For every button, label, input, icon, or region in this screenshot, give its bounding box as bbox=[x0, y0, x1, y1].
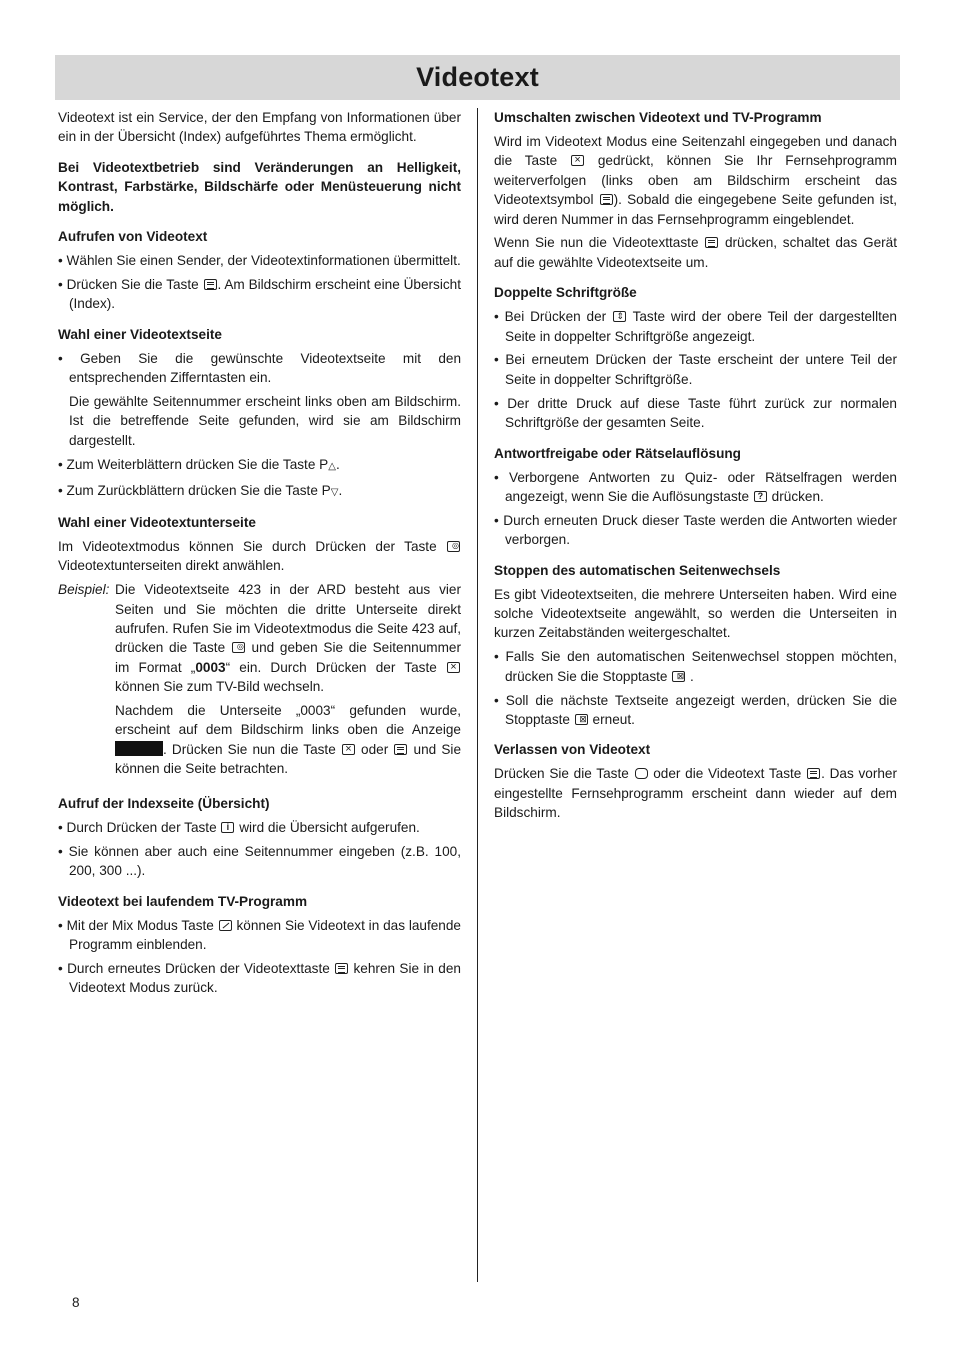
tv-key-icon bbox=[635, 768, 648, 779]
teletext-key-icon bbox=[204, 279, 217, 290]
heading-schriftgroesse: Doppelte Schriftgröße bbox=[494, 285, 637, 301]
list-item: • Mit der Mix Modus Taste können Sie Videotext in das laufende Programm einblenden. bbox=[58, 917, 461, 953]
list-item: • Durch erneuten Druck dieser Taste werden die Antworten wieder verborgen. bbox=[494, 512, 897, 548]
list-item: • Der dritte Druck auf diese Taste führt zurück zur normalen Schriftgröße der gesamten Seite. bbox=[494, 395, 897, 431]
right-column bbox=[494, 108, 897, 827]
heading-wahl-seite: Wahl einer Videotextseite bbox=[58, 326, 222, 342]
left-column bbox=[58, 108, 461, 1002]
page-title: Videotext bbox=[416, 62, 539, 92]
example-paragraph: Die Videotextseite 423 in der ARD besteht aus vier Seiten und Sie möchten die dritte Unterseite direkt aufrufen. Rufen Sie im Videotextmodus die Seite 423 auf, drücken die Taste ◎ und geben Sie die Seitennummer im Format „0003“ ein. Durch Drücken der Taste × können Sie zum TV-Bild wechseln. bbox=[115, 580, 461, 696]
list-item: • Bei erneutem Drücken der Taste erscheint der untere Teil der Seite in doppelter Schriftgröße. bbox=[494, 352, 897, 387]
list-item: • Verborgene Antworten zu Quiz- oder Rätselfragen werden angezeigt, wenn Sie die Auflösungstaste ? drücken. bbox=[494, 468, 897, 507]
list-item: • Soll die nächste Textseite angezeigt werden, drücken Sie die Stopptaste ⊠ erneut. bbox=[494, 691, 897, 730]
intro-paragraph: Videotext ist ein Service, der den Empfang von Informationen über ein in der Übersicht (Index) aufgeführtes Thema ermöglicht. bbox=[58, 110, 461, 145]
display-indicator-block bbox=[115, 741, 163, 756]
list-item: • Durch Drücken der Taste i wird die Übersicht aufgerufen. bbox=[58, 818, 461, 837]
warning-paragraph: Bei Videotextbetrieb sind Veränderungen an Helligkeit, Kontrast, Farbstärke, Bildschärfe oder Menüsteuerung nicht möglich. bbox=[58, 159, 461, 214]
switch-paragraph: Wird im Videotext Modus eine Seitenzahl eingegeben und danach die Taste × gedrückt, können Sie Ihr Fernsehprogramm weiterverfolgen (links oben am Bildschirm erscheint das Videotextsymbol ). Sobald die eingegebene Seite gefunden ist, wird deren Nummer in das Fernsehprogramm eingeblendet. bbox=[494, 132, 897, 229]
mix-key-icon bbox=[219, 920, 232, 931]
heading-stoppen: Stoppen des automatischen Seitenwechsels bbox=[494, 562, 781, 578]
stop-paragraph: Es gibt Videotextseiten, die mehrere Unterseiten haben. Wird eine solche Videotextseite angewählt, so werden die Unterseiten in kurzen Zeitabständen weitergeschaltet. bbox=[494, 586, 897, 641]
list-item: • Geben Sie die gewünschte Videotextseite mit den entsprechenden Zifferntasten ein. bbox=[58, 350, 461, 385]
list-item: • Zum Zurückblättern drücken Sie die Taste P▽. bbox=[58, 482, 343, 498]
stop-key-icon bbox=[672, 671, 685, 682]
cancel-key-icon bbox=[447, 662, 460, 673]
heading-wahl-unterseite: Wahl einer Videotextunterseite bbox=[58, 514, 256, 530]
index-key-icon bbox=[221, 822, 234, 833]
page-up-icon: △ bbox=[328, 460, 336, 472]
heading-indexseite: Aufruf der Indexseite (Übersicht) bbox=[58, 796, 270, 812]
list-item: • Durch erneutes Drücken der Videotexttaste kehren Sie in den Videotext Modus zurück. bbox=[58, 961, 461, 996]
list-item: • Drücken Sie die Taste . Am Bildschirm erscheint eine Übersicht (Index). bbox=[58, 276, 461, 312]
list-item-continuation: Die gewählte Seitennummer erscheint links oben am Bildschirm. Ist die betreffende Seite gefunden, wird sie am Bildschirm dargestellt. bbox=[69, 393, 461, 448]
example-block bbox=[58, 580, 461, 783]
heading-verlassen: Verlassen von Videotext bbox=[494, 742, 651, 758]
list-item: • Bei Drücken der ⇕ Taste wird der obere Teil der dargestellten Seite in doppelter Schriftgröße angezeigt. bbox=[494, 307, 897, 346]
page-number: 8 bbox=[72, 1295, 80, 1310]
list-item: • Sie können aber auch eine Seitennummer eingeben (z.B. 100, 200, 300 ...). bbox=[58, 844, 461, 879]
subpage-key-icon bbox=[232, 642, 245, 653]
teletext-key-icon bbox=[705, 237, 718, 248]
heading-laufendes-programm: Videotext bei laufendem TV-Programm bbox=[58, 893, 308, 909]
list-item: • Wählen Sie einen Sender, der Videotextinformationen übermittelt. bbox=[58, 252, 461, 268]
list-item: • Falls Sie den automatischen Seitenwechsel stoppen möchten, drücken Sie die Stopptaste ⊠ . bbox=[494, 647, 897, 686]
stop-key-icon bbox=[575, 714, 588, 725]
reveal-key-icon bbox=[754, 491, 767, 502]
cancel-key-icon bbox=[342, 744, 355, 755]
heading-antwortfreigabe: Antwortfreigabe oder Rätselauflösung bbox=[494, 445, 741, 461]
page-down-icon: ▽ bbox=[330, 486, 339, 498]
heading-aufrufen: Aufrufen von Videotext bbox=[58, 229, 208, 245]
teletext-key-icon bbox=[394, 744, 407, 755]
example-label: Beispiel: bbox=[58, 582, 110, 598]
size-key-icon bbox=[613, 311, 626, 322]
example-paragraph: Nachdem die Unterseite „0003“ gefunden wurde, erscheint auf dem Bildschirm links oben die Anzeige . Drücken Sie nun die Taste × oder und Sie können die Seite betrachten. bbox=[115, 701, 461, 779]
subpage-key-icon bbox=[447, 541, 460, 552]
title-bar bbox=[55, 55, 900, 100]
teletext-key-icon bbox=[807, 768, 820, 779]
subpage-paragraph: Im Videotextmodus können Sie durch Drücken der Taste ◎ Videotextunterseiten direkt anwählen. bbox=[58, 537, 461, 576]
exit-paragraph: Drücken Sie die Taste oder die Videotext Taste . Das vorher eingestellte Fernsehprogramm erscheint dann wieder auf dem Bildschirm. bbox=[494, 766, 897, 821]
teletext-symbol-icon bbox=[600, 194, 613, 205]
column-divider bbox=[477, 108, 478, 1282]
heading-umschalten: Umschalten zwischen Videotext und TV-Programm bbox=[494, 110, 822, 125]
switch-paragraph: Wenn Sie nun die Videotexttaste drücken, schaltet das Gerät auf die gewählte Videotextseite um. bbox=[494, 235, 897, 270]
list-item: • Zum Weiterblättern drücken Sie die Taste P△. bbox=[58, 456, 340, 472]
cancel-key-icon bbox=[571, 155, 584, 166]
teletext-key-icon bbox=[335, 963, 348, 974]
example-body bbox=[115, 580, 461, 783]
